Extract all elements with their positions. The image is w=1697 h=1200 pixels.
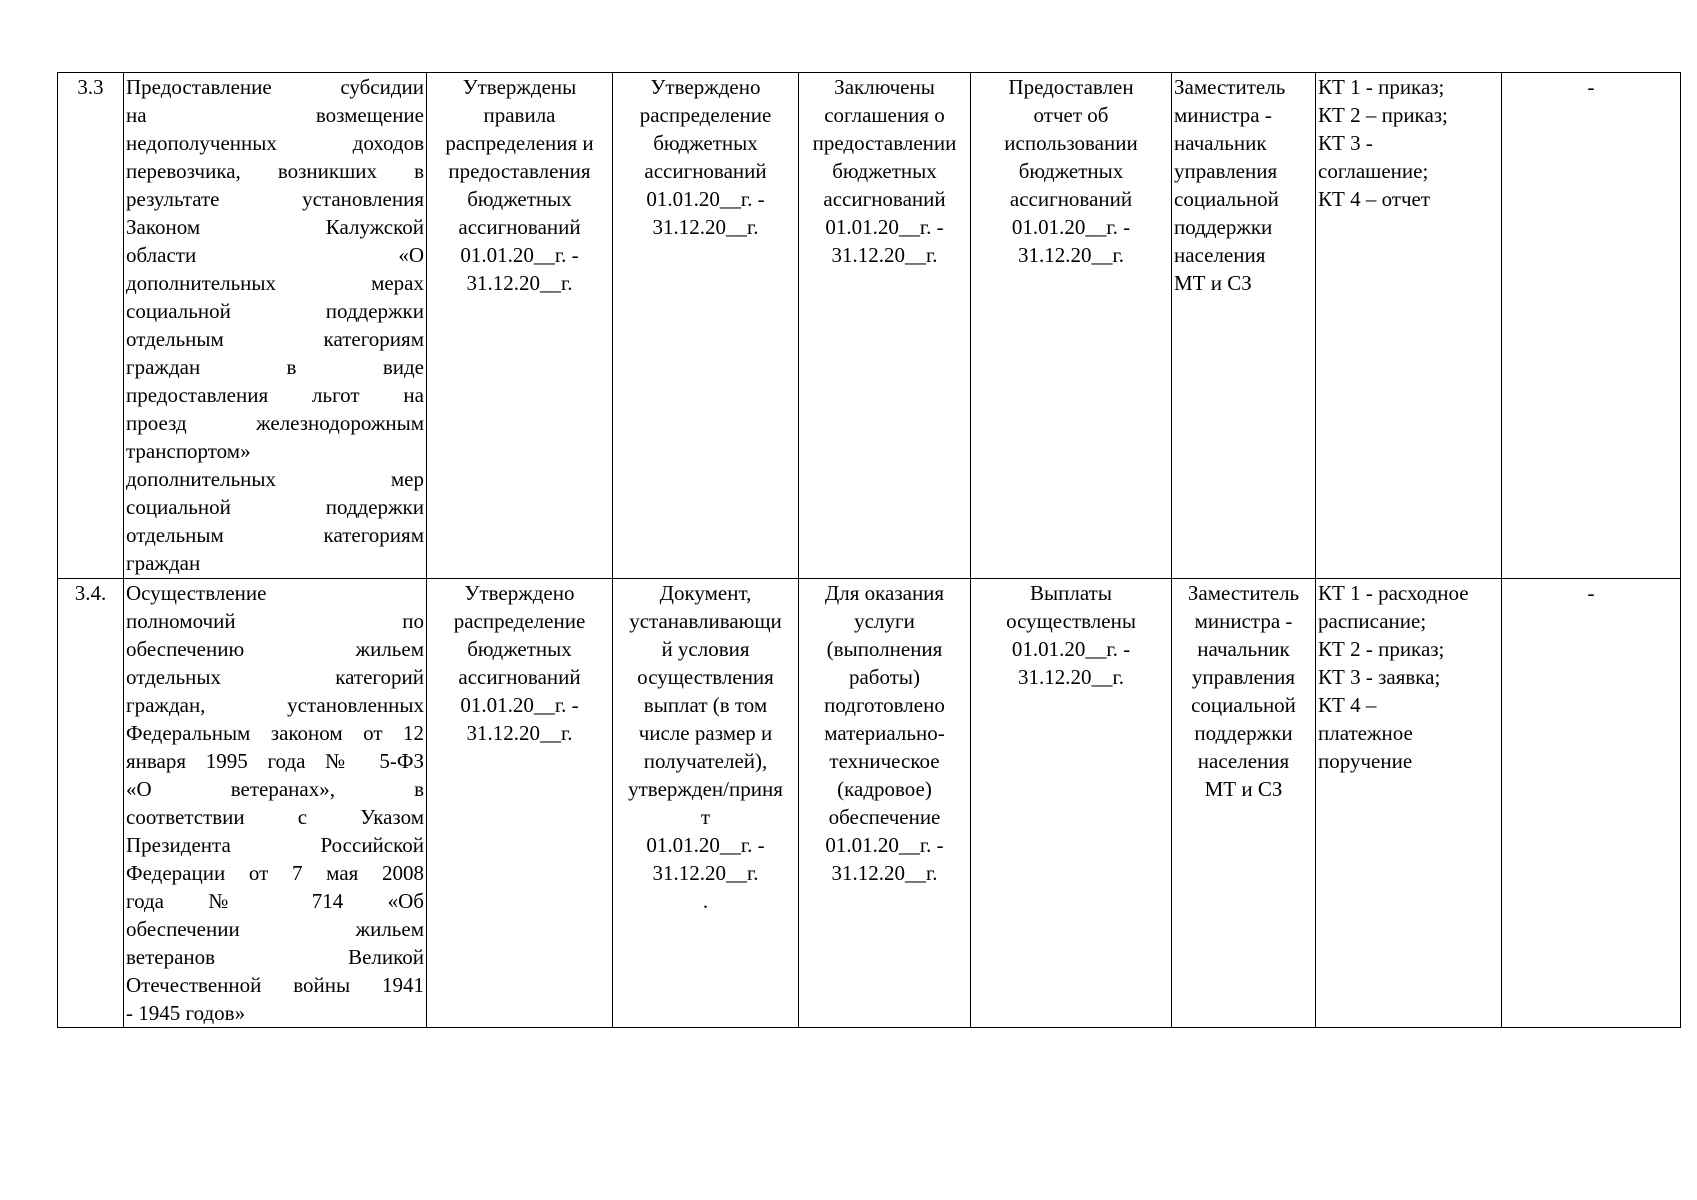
- cell-line: 01.01.20__г. -: [1011, 637, 1131, 661]
- cell-line: т: [700, 805, 711, 829]
- cell-line: министра -: [1174, 103, 1272, 127]
- cell-line: бюджетных: [832, 159, 937, 183]
- responsible-person: [1172, 579, 1316, 1028]
- cell-line: поручение: [1318, 749, 1413, 773]
- cell-line: работы): [848, 665, 920, 689]
- cell-line: бюджетных: [653, 131, 758, 155]
- cell-line: области «О: [126, 243, 424, 267]
- cell-line: КТ 1 - приказ;: [1318, 75, 1445, 99]
- cell-line: подготовлено: [824, 693, 945, 717]
- cell-line: населения: [1197, 749, 1290, 773]
- cell-line: 31.12.20__г.: [831, 243, 938, 267]
- cell-line: ассигнований: [458, 665, 581, 689]
- cell-line: дополнительных мерах: [126, 271, 424, 295]
- cell-line: услуги: [854, 609, 915, 633]
- cell-line: начальник: [1174, 131, 1267, 155]
- measure-name: [124, 579, 427, 1028]
- cell-line: соглашения о: [824, 103, 945, 127]
- cell-line: й условия: [661, 637, 750, 661]
- cell-line: социальной поддержки: [126, 299, 424, 323]
- cell-line: января 1995 года № 5-ФЗ: [126, 749, 424, 773]
- cell-line: управления: [1174, 159, 1278, 183]
- cell-line: предоставлении: [812, 131, 957, 155]
- row-number: 3.4.: [58, 579, 124, 1028]
- cell-line: обеспечении жильем: [126, 917, 424, 941]
- cell-line: Президента Российской: [126, 833, 424, 857]
- cell-line: КТ 3 -: [1318, 131, 1373, 155]
- cell-line: 01.01.20__г. -: [460, 693, 579, 717]
- control-point-1: [427, 579, 613, 1028]
- notes-cell: -: [1502, 579, 1681, 1028]
- cell-line: Заключены: [834, 75, 935, 99]
- cell-line: Заместитель: [1187, 581, 1300, 605]
- cell-line: 31.12.20__г.: [1018, 243, 1124, 267]
- cell-line: КТ 1 - расходное: [1318, 581, 1469, 605]
- cell-line: Утверждено: [650, 75, 761, 99]
- cell-line: ветеранов Великой: [126, 945, 424, 969]
- cell-line: распределение: [453, 609, 586, 633]
- cell-line: 31.12.20__г.: [466, 721, 573, 745]
- cell-line: отдельных категорий: [126, 665, 424, 689]
- cell-line: осуществления: [637, 665, 774, 689]
- cell-line: министра -: [1194, 609, 1293, 633]
- cell-line: Отечественной войны 1941: [126, 973, 424, 997]
- cell-line: материально-: [824, 721, 945, 745]
- cell-line: отчет об: [1033, 103, 1109, 127]
- cell-line: граждан: [126, 551, 201, 575]
- cell-line: устанавливающи: [629, 609, 782, 633]
- cell-line: 01.01.20__г. -: [825, 215, 944, 239]
- cell-line: КТ 2 - приказ;: [1318, 637, 1445, 661]
- cell-line: Предоставление субсидии: [126, 75, 424, 99]
- cell-line: КТ 2 – приказ;: [1318, 103, 1448, 127]
- cell-line: 31.12.20__г.: [831, 861, 938, 885]
- cell-line: правила: [483, 103, 556, 127]
- cell-line: (выполнения: [826, 637, 943, 661]
- cell-line: платежное: [1318, 721, 1413, 745]
- cell-line: Заместитель: [1174, 75, 1286, 99]
- table-row: [58, 73, 1681, 579]
- cell-line: социальной: [1174, 187, 1279, 211]
- cell-line: ассигнований: [458, 215, 581, 239]
- cell-line: - 1945 годов»: [126, 1001, 246, 1025]
- cell-line: Федерации от 7 мая 2008: [126, 861, 424, 885]
- cell-line: 01.01.20__г. -: [1011, 215, 1131, 239]
- control-point-4: [971, 73, 1172, 579]
- cell-line: КТ 4 – отчет: [1318, 187, 1431, 211]
- cell-line: недополученных доходов: [126, 131, 424, 155]
- cell-line: полномочий по: [126, 609, 424, 633]
- control-point-4: [971, 579, 1172, 1028]
- cell-line: 31.12.20__г.: [466, 271, 573, 295]
- cell-line: ассигнований: [644, 159, 767, 183]
- cell-line: получателей),: [643, 749, 768, 773]
- cell-line: бюджетных: [467, 637, 572, 661]
- cell-line: .: [702, 889, 709, 913]
- control-point-1: [427, 73, 613, 579]
- cell-line: Осуществление: [126, 581, 267, 605]
- cell-line: МТ и СЗ: [1174, 271, 1252, 295]
- control-point-3: [799, 579, 971, 1028]
- cell-line: обеспечению жильем: [126, 637, 424, 661]
- cell-line: 01.01.20__г. -: [646, 833, 765, 857]
- cell-line: использовании: [1004, 131, 1138, 155]
- notes-cell: -: [1502, 73, 1681, 579]
- cell-line: 31.12.20__г.: [652, 861, 759, 885]
- cell-line: отдельным категориям: [126, 523, 424, 547]
- responsible-person: [1172, 73, 1316, 579]
- cell-line: числе размер и: [638, 721, 773, 745]
- cell-line: Утверждено: [464, 581, 575, 605]
- cell-line: 31.12.20__г.: [1018, 665, 1124, 689]
- cell-line: Для оказания: [824, 581, 945, 605]
- cell-line: управления: [1191, 665, 1296, 689]
- document-types: [1316, 73, 1502, 579]
- cell-line: МТ и СЗ: [1204, 777, 1283, 801]
- cell-line: социальной: [1191, 693, 1296, 717]
- cell-line: транспортом»: [126, 439, 251, 463]
- cell-line: на возмещение: [126, 103, 424, 127]
- cell-line: результате установления: [126, 187, 424, 211]
- control-point-2: [613, 73, 799, 579]
- cell-line: Федеральным законом от 12: [126, 721, 424, 745]
- cell-line: бюджетных: [1018, 159, 1124, 183]
- cell-line: КТ 3 - заявка;: [1318, 665, 1441, 689]
- cell-line: года № 714 «Об: [126, 889, 424, 913]
- control-point-2: [613, 579, 799, 1028]
- cell-line: населения: [1174, 243, 1266, 267]
- cell-line: выплат (в том: [643, 693, 768, 717]
- cell-line: соответствии с Указом: [126, 805, 424, 829]
- document-types: [1316, 579, 1502, 1028]
- cell-line: дополнительных мер: [126, 467, 424, 491]
- cell-line: осуществлены: [1006, 609, 1136, 633]
- cell-line: ассигнований: [1009, 187, 1133, 211]
- cell-line: (кадровое): [837, 777, 932, 801]
- cell-line: 01.01.20__г. -: [460, 243, 579, 267]
- cell-line: бюджетных: [467, 187, 572, 211]
- cell-line: расписание;: [1318, 609, 1427, 633]
- cell-line: техническое: [829, 749, 940, 773]
- cell-line: Выплаты: [1030, 581, 1112, 605]
- cell-line: Законом Калужской: [126, 215, 424, 239]
- row-number: 3.3: [58, 73, 124, 579]
- cell-line: обеспечение: [828, 805, 941, 829]
- cell-line: граждан, установленных: [126, 693, 424, 717]
- cell-line: распределение: [639, 103, 772, 127]
- cell-line: поддержки: [1174, 215, 1273, 239]
- cell-line: утвержден/приня: [628, 777, 783, 801]
- cell-line: социальной поддержки: [126, 495, 424, 519]
- cell-line: Документ,: [659, 581, 752, 605]
- cell-line: 01.01.20__г. -: [825, 833, 944, 857]
- cell-line: предоставления: [448, 159, 591, 183]
- cell-line: граждан в виде: [126, 355, 424, 379]
- cell-line: начальник: [1197, 637, 1290, 661]
- cell-line: распределения и: [445, 131, 594, 155]
- cell-line: поддержки: [1194, 721, 1293, 745]
- cell-line: «О ветеранах», в: [126, 777, 424, 801]
- measure-name: [124, 73, 427, 579]
- cell-line: 31.12.20__г.: [652, 215, 759, 239]
- table-row: [58, 579, 1681, 1028]
- cell-line: ассигнований: [823, 187, 946, 211]
- cell-line: отдельным категориям: [126, 327, 424, 351]
- cell-line: перевозчика, возникших в: [126, 159, 424, 183]
- plan-table: [57, 72, 1681, 1028]
- control-point-3: [799, 73, 971, 579]
- cell-line: проезд железнодорожным: [126, 411, 424, 435]
- cell-line: 01.01.20__г. -: [646, 187, 765, 211]
- cell-line: предоставления льгот на: [126, 383, 424, 407]
- cell-line: КТ 4 –: [1318, 693, 1377, 717]
- cell-line: Предоставлен: [1008, 75, 1134, 99]
- cell-line: соглашение;: [1318, 159, 1429, 183]
- cell-line: Утверждены: [462, 75, 577, 99]
